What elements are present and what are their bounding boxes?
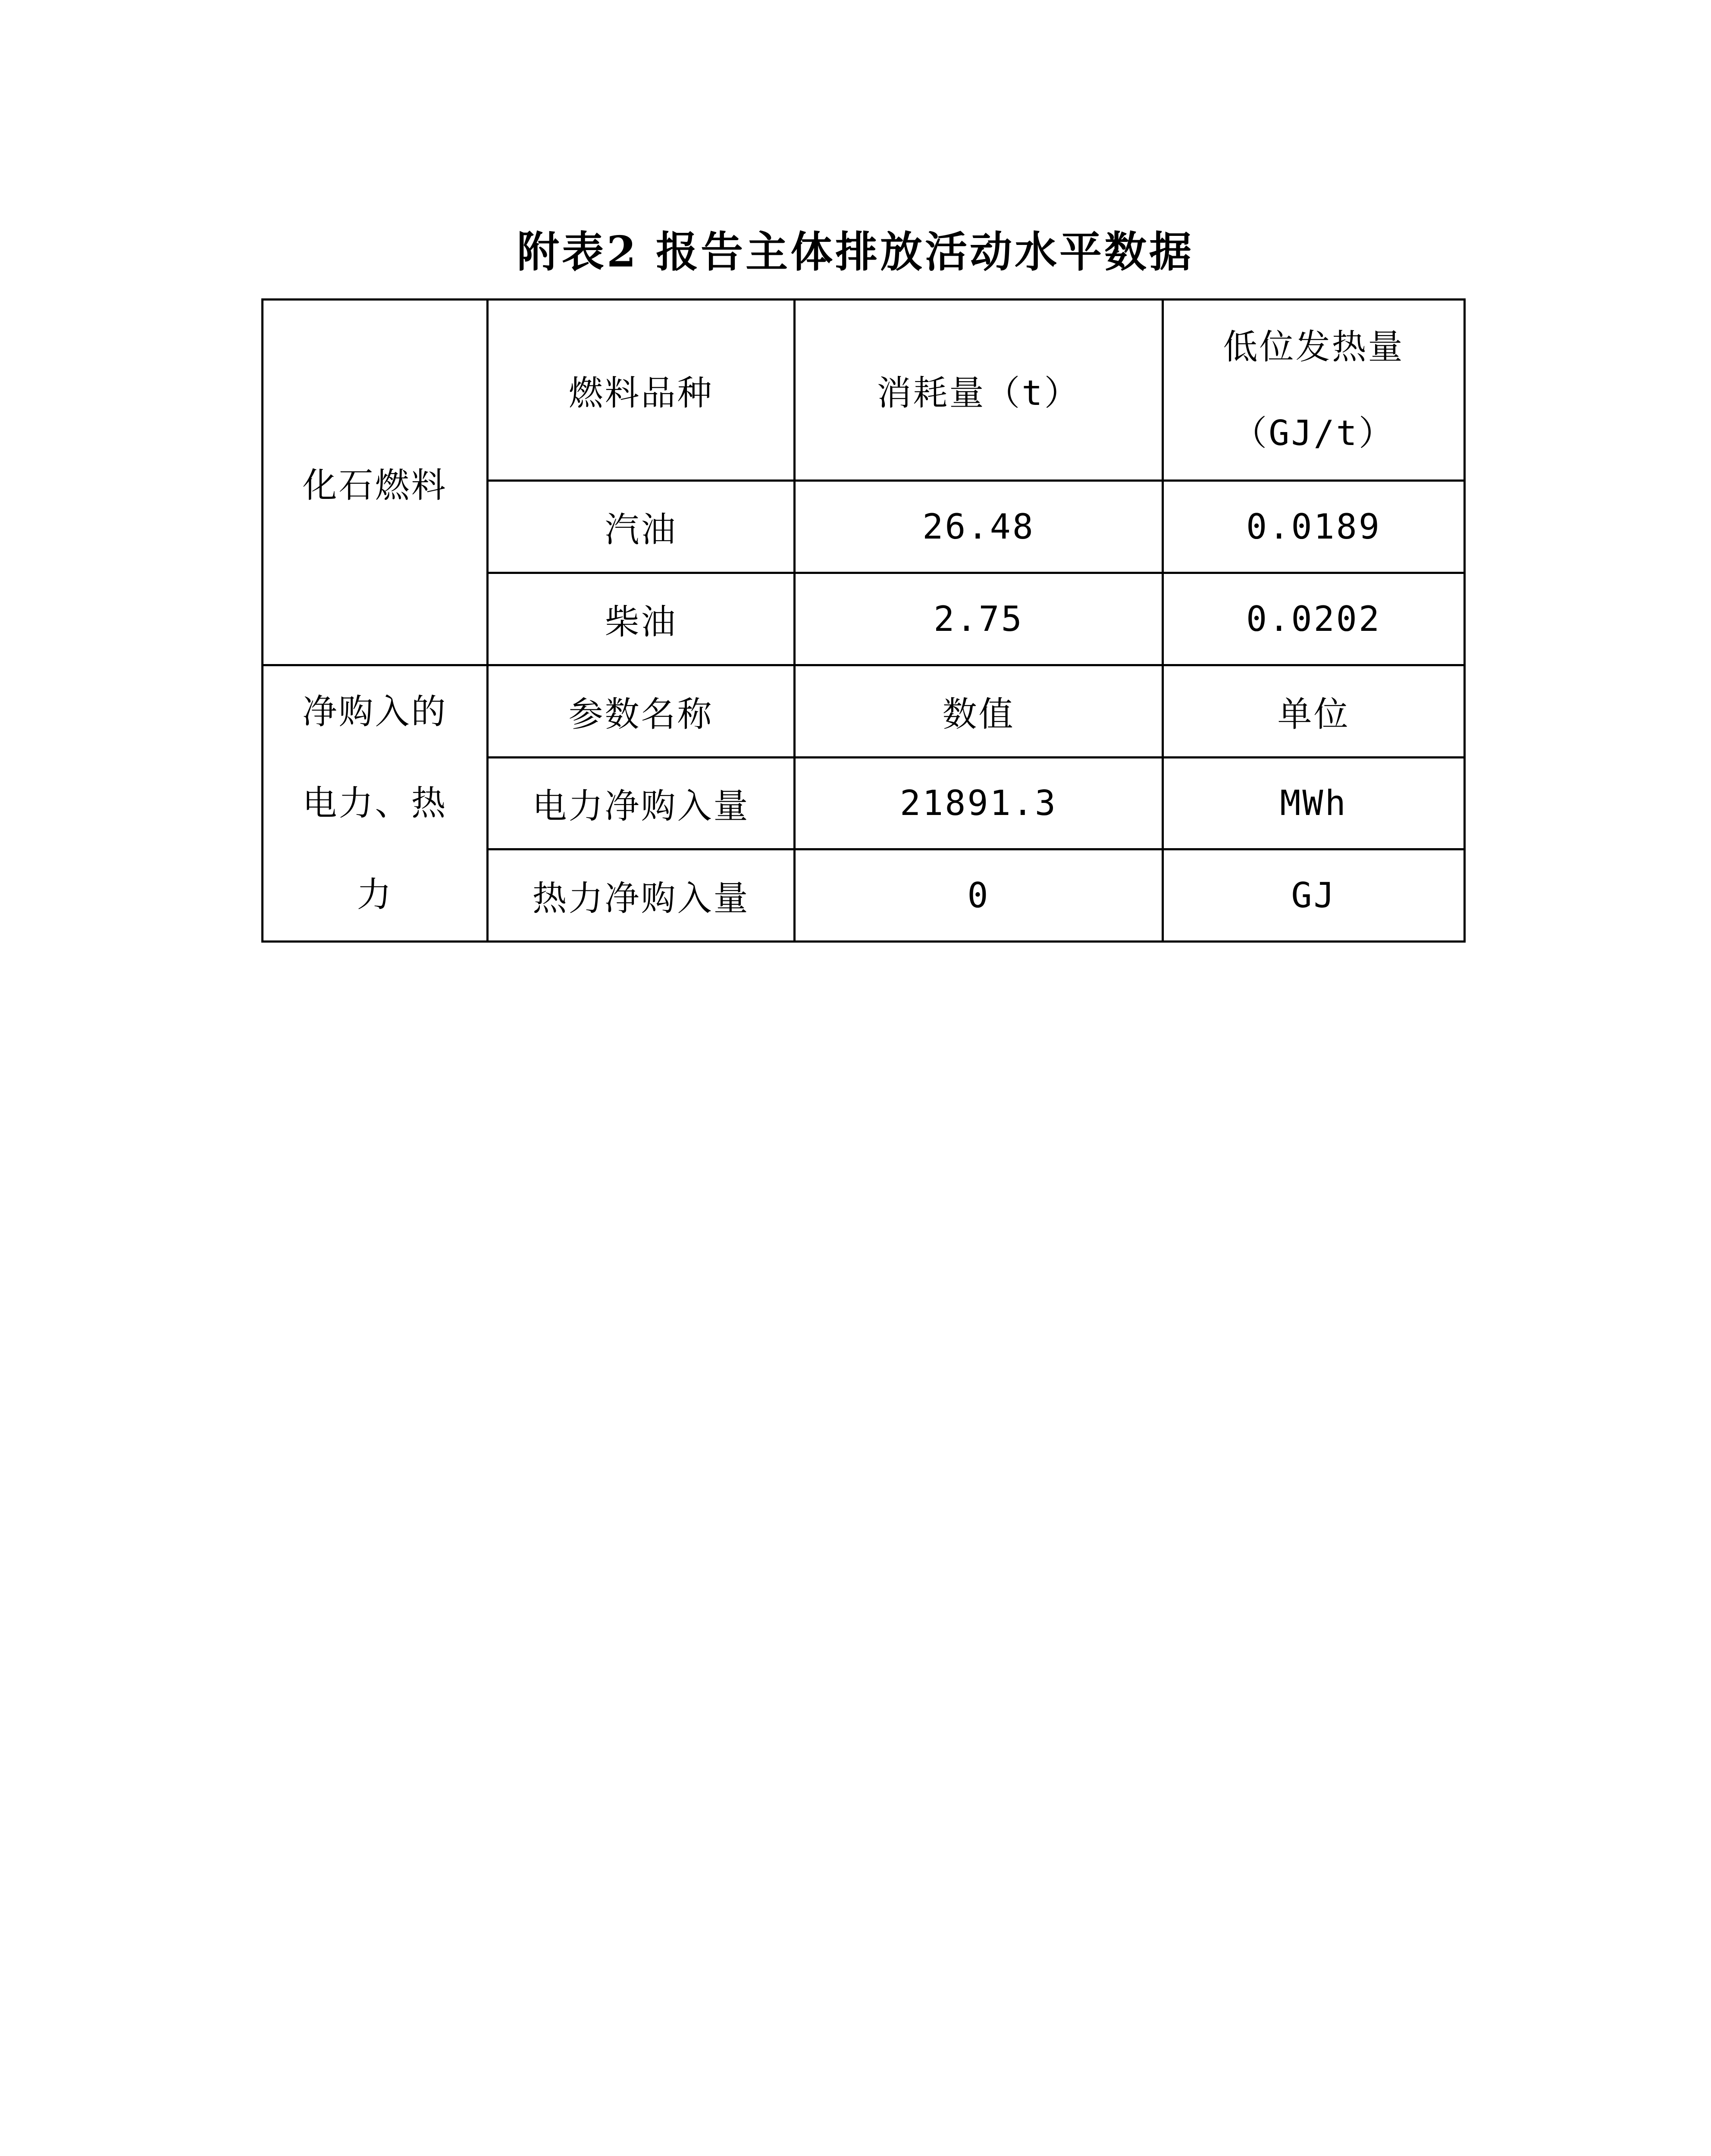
unit-header: 单位 — [1163, 665, 1465, 758]
consumption-cell: 2.75 — [795, 573, 1163, 665]
fossil-fuel-header-row — [263, 300, 1465, 481]
ncv-header-line1: 低位发热量 — [1223, 326, 1404, 367]
page-title: 附表2 报告主体排放活动水平数据 — [517, 227, 1194, 277]
activity-data-table — [261, 298, 1466, 943]
param-name-header: 参数名称 — [488, 665, 795, 758]
value-cell: 21891.3 — [795, 757, 1163, 849]
group-label-line: 净购入的 — [302, 692, 448, 732]
unit-cell: MWh — [1163, 757, 1465, 849]
param-name-cell: 热力净购入量 — [488, 849, 795, 942]
fossil-fuel-group-label: 化石燃料 — [263, 300, 488, 665]
value-cell: 0 — [795, 849, 1163, 942]
consumption-cell: 26.48 — [795, 481, 1163, 573]
ncv-cell: 0.0189 — [1163, 481, 1465, 573]
group-label-line: 力 — [357, 874, 393, 915]
purchased-energy-header-row — [263, 665, 1465, 758]
ncv-header — [1163, 300, 1465, 481]
purchased-energy-group-label — [263, 665, 488, 942]
ncv-cell: 0.0202 — [1163, 573, 1465, 665]
fuel-type-header: 燃料品种 — [488, 300, 795, 481]
fuel-name-cell: 汽油 — [488, 481, 795, 573]
unit-cell: GJ — [1163, 849, 1465, 942]
param-name-cell: 电力净购入量 — [488, 757, 795, 849]
value-header: 数值 — [795, 665, 1163, 758]
fuel-name-cell: 柴油 — [488, 573, 795, 665]
group-label-line: 电力、热 — [302, 783, 448, 823]
consumption-header: 消耗量（t） — [795, 300, 1163, 481]
ncv-header-line2: （GJ/t） — [1232, 413, 1395, 453]
